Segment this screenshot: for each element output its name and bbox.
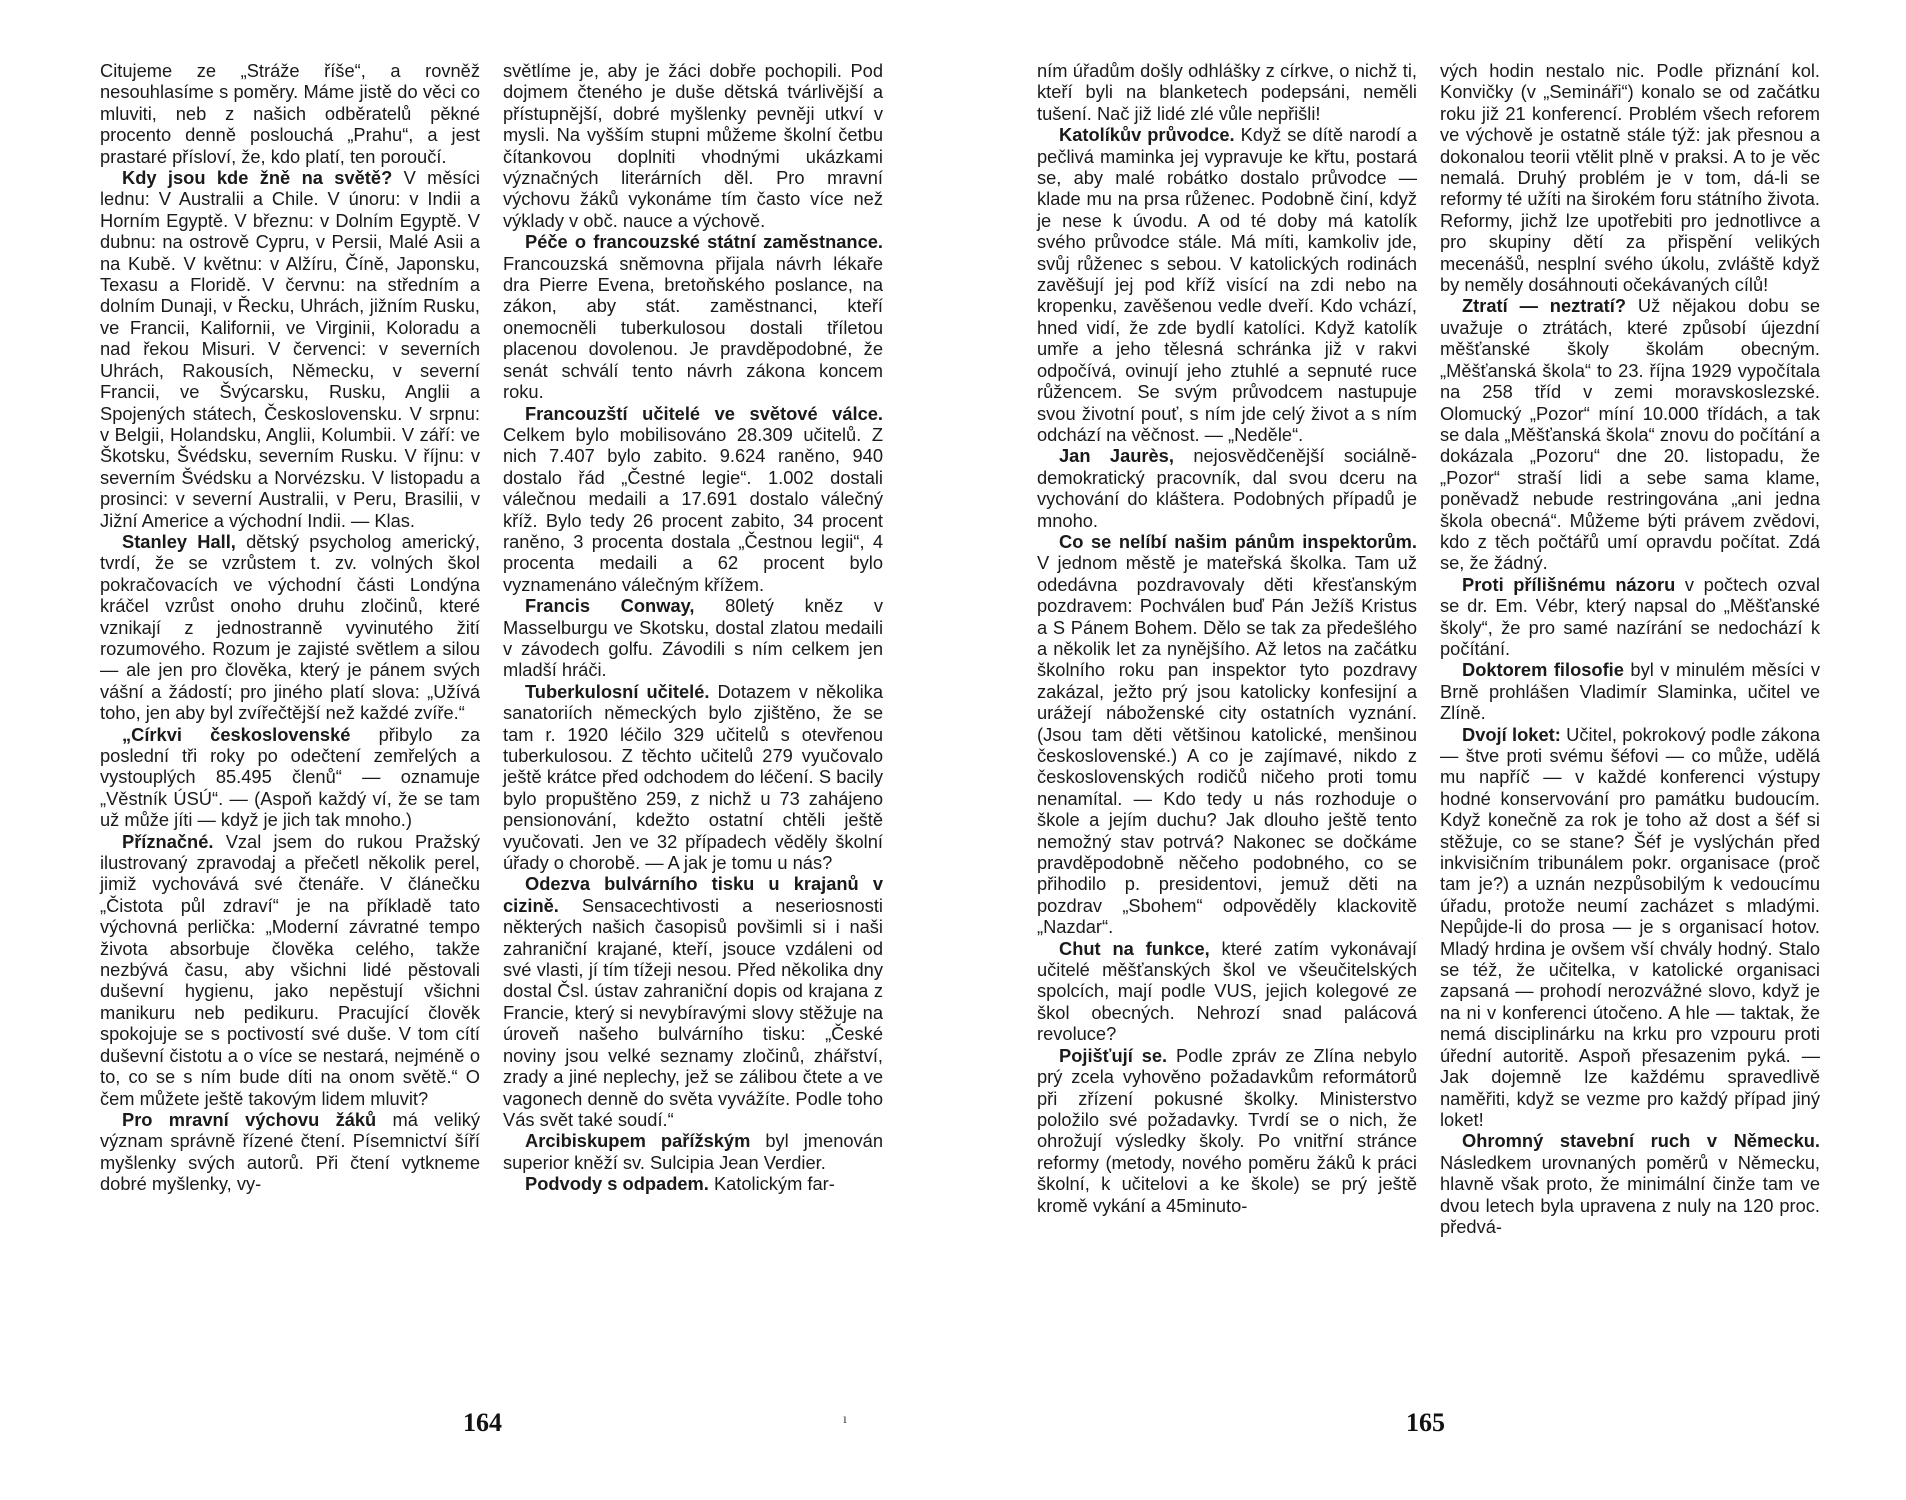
article-heading: Stanley Hall, bbox=[122, 530, 236, 552]
article-text: vých hodin nestalo nic. Podle přiznání kol. Konvičky (v „Semináři“) konalo se od začátku roku již 21 konferencí. Problém všech reforem ve výchově je ostatně stále týž: jak přesnou a dokonalou teorii vtělit plně v praksi. A to je věc nemalá. Druhý problém je v tom, dá-li se reformy té užíti na širokém foru státního života. Reformy, jichž lze upotřebiti pro jednotlivce a pro skupiny dětí za přispění velikých mecenášů, nesplní svého úkolu, zvláště když by neměly dosáhnouti očekávaných cílů! bbox=[1440, 60, 1820, 296]
article-text: Následkem urovnaných poměrů v Německu, hlavně však proto, že minimální činže tam ve dvou letech byla upravena z nuly na 120 proc. předvá- bbox=[1440, 1151, 1820, 1237]
article-paragraph bbox=[1037, 1045, 1417, 1216]
article-text: přibylo za poslední tři roky po odečtení zemřelých a vystouplých 85.495 členů“ — oznamuje „Věstník ÚSÚ“. — (Aspoň každý ví, že se tam už může jíti — když je jich tak mnoho.) bbox=[100, 723, 481, 831]
article-text: dětský psycholog americký, tvrdí, že se vzrůstem t. zv. volných škol pokračovacích ve východní části Londýna kráčel vzrůst onoho druhu zločinů, které vznikají z jednostranně vyvinutého žití rozumového. Rozum je zajisté světlem a silou — ale jen pro člověka, který je pánem svých vášní a žádostí; pro jiného platí slova: „Užívá toho, jen aby byl zvířečtější než každé zvíře.“ bbox=[100, 530, 480, 724]
article-text: Když se dítě narodí a pečlivá maminka jej vypravuje ke křtu, postará se, aby malé robátko dostalo průvodce — klade mu na prsa růženec. Podobně činí, když je nese k úvodu. A od té doby má katolík svého průvodce stále. Má míti, kamkoliv jde, svůj růženec s sebou. V katolických rodinách zavěšují jej pod kříž visící na zdi nebo na kropenku, zavěšenou vedle dveří. Kdo vchází, hned vidí, že zde bydlí katolíci. Když katolík umře a jeho tělesná schránka již v rakvi odpočívá, ovinují jeho ztuhlé a sepnuté ruce růžencem. Se svým průvodcem nastupuje svou životní pouť, s ním jde celý život a s ním odchází na věčnost. — „Neděle“. bbox=[1037, 124, 1417, 445]
article-paragraph bbox=[1440, 60, 1820, 295]
right-page-column-2 bbox=[1440, 60, 1820, 1237]
article-text: Celkem bylo mobilisováno 28.309 učitelů. Z nich 7.407 bylo zabito. 9.624 raněno, 940 dostalo řád „Čestné legie“. 1.002 dostali válečnou medaili a 17.691 dostalo válečný kříž. Bylo tedy 26 procent zabito, 34 procent raněno, 3 procenta dostala „Čestnou legii“, 4 procenta medaili a 62 procent bylo vyznamenáno válečným křížem. bbox=[503, 423, 883, 595]
article-heading: Dvojí loket: bbox=[1462, 723, 1561, 745]
article-paragraph bbox=[1440, 574, 1820, 660]
article-text: V jednom městě je mateřská školka. Tam už odedávna pozdravovaly děti křesťanským pozdravem: Pochválen buď Pán Ježíš Kristus a S Pánem Bohem. Dělo se tak za předešlého a několik let za nynějšího. Až letos na začátku školního roku pan inspektor tyto pozdravy zakázal, ježto prý jsou katolicky konfesijní a urážejí náboženské city ostatních vyznání. (Jsou tam děti většinou katolické, menšinou československé.) A co je zajímavé, nikdo z československých rodičů ničeho proti tomu nenamítal. — Kdo tedy u nás rozhoduje o škole a jejím duchu? Jak dlouho ještě tento nemožný stav potrvá? Nakonec se dočkáme pravděpodobně něčeho podobného, co se přihodilo p. presidentovi, jemuž děti na pozdrav „Sbohem“ odpověděly klackovitě „Nazdar“. bbox=[1037, 552, 1417, 938]
article-heading: Kdy jsou kde žně na světě? bbox=[122, 167, 393, 189]
page-number: 164 bbox=[463, 1408, 502, 1437]
article-text: Katolickým far- bbox=[708, 1173, 835, 1195]
article-heading: Jan Jaurès, bbox=[1059, 445, 1174, 467]
article-heading: Péče o francouzské státní zaměstnance. bbox=[525, 231, 883, 253]
article-heading: „Církvi československé bbox=[122, 723, 351, 745]
article-text: Učitel, pokrokový podle zákona — štve proti svému šéfovi — co může, udělá mu napříč — v každé konferenci výstupy hodné konservování pro památku budoucím. Když konečně za rok je toho až dost a šéf si stěžuje, co se stane? Šéf je vyslýchán před inkvisičním tribunálem pokr. organisace (proč tam je?) a uznán nezpůsobilým k vedoucímu úřadu, protože neumí zacházet s mladými. Nepůjde-li do prosa — je s organisací hotov. Mladý hrdina je ovšem vší chvály hodný. Stalo se též, že učitelka, v katolické organisaci zapsaná — prohodí nerozvážné slovo, když je na ni v konferenci útočeno. A hle — taktak, že nemá disciplinárku na krku pro vzpouru proti úřední autoritě. Aspoň přesazenim pyká. — Jak dojemně lze každému spravedlivě naměřiti, když se vezme pro každý případ jiný loket! bbox=[1440, 723, 1821, 1130]
article-text: má veliký význam správně řízené čtení. Písemnictví šíří myšlenky svých autorů. Při čtení vytkneme dobré myšlenky, vy- bbox=[100, 1108, 480, 1195]
article-heading: Pro mravní výchovu žáků bbox=[122, 1108, 377, 1130]
article-paragraph bbox=[1037, 60, 1417, 124]
article-paragraph bbox=[100, 1109, 480, 1195]
article-paragraph bbox=[1440, 1130, 1820, 1237]
article-paragraph bbox=[1037, 445, 1417, 531]
article-paragraph bbox=[100, 60, 480, 167]
article-text: které zatím vykonávají učitelé měšťanských škol ve všeučitelských spolcích, mají podle VUS, jejich kolegové ze škol obecných. Nehrozí snad palácová revoluce? bbox=[1037, 937, 1417, 1045]
right-page-column-1 bbox=[1037, 60, 1417, 1216]
gutter-mark: ı bbox=[843, 1412, 847, 1427]
article-heading: Chut na funkce, bbox=[1059, 937, 1210, 959]
article-heading: Odezva bulvárního tisku u krajanů v cizině. bbox=[503, 873, 883, 916]
article-text: Podle zpráv ze Zlína nebylo prý zcela vyhověno požadavkům reformátorů při zřízení pokusné školky. Ministerstvo položilo své požadavky. Tvrdí se o nich, že ohrožují výsledky školy. Po vnitřní stránce reformy (metody, nového poměru žáků k práci školní, k učitelovi a ke škole) se prý ještě kromě vykání a 45minuto- bbox=[1037, 1044, 1417, 1216]
article-text: Francouzská sněmovna přijala návrh lékaře dra Pierre Evena, bretoňského poslance, na zákon, aby stát. zaměstnanci, kteří onemocněli tuberkulosou dostali tříletou placenou dovolenou. Je pravděpodobné, že senát schválí tento návrh zákona koncem roku. bbox=[503, 252, 883, 403]
article-paragraph bbox=[503, 595, 883, 681]
article-paragraph bbox=[1037, 531, 1417, 938]
article-paragraph bbox=[503, 231, 883, 402]
article-paragraph bbox=[1440, 659, 1820, 723]
left-page-column-2 bbox=[503, 60, 883, 1195]
article-heading: Pojišťují se. bbox=[1059, 1044, 1168, 1066]
article-heading: Tuberkulosní učitelé. bbox=[525, 680, 710, 702]
article-text: V měsíci lednu: V Australii a Chile. V únoru: v Indii a Horním Egyptě. V březnu: v Dolním Egyptě. V dubnu: na ostrově Cypru, v Persii, Malé Asii a na Kubě. V květnu: v Alžíru, Číně, Japonsku, Texasu a Floridě. V červnu: na středním a dolním Dunaji, v Řecku, Uhrách, jižním Rusku, ve Francii, Kalifornii, ve Virginii, Koloradu a nad řekou Misuri. V červenci: v severních Uhrách, Rakousích, Německu, v severní Francii, ve Švýcarsku, Rusku, Anglii a Spojených státech, Československu. V srpnu: v Belgii, Holandsku, Anglii, Kolumbii. V září: ve Škotsku, Švédsku, severním Rusku. V říjnu: v severním Švédsku a Norvézsku. V listopadu a prosinci: v severní Australii, v Peru, Brasilii, v Jižní Americe a východní Indii. — Klas. bbox=[100, 167, 480, 531]
article-paragraph bbox=[100, 167, 480, 531]
article-text: 80letý kněz v Masselburgu ve Skotsku, dostal zlatou medaili v závodech golfu. Závodili s ním celkem jen mladší hráči. bbox=[503, 595, 883, 681]
left-page-column-1 bbox=[100, 60, 480, 1195]
article-paragraph bbox=[1037, 938, 1417, 1045]
article-paragraph bbox=[100, 831, 480, 1109]
article-paragraph bbox=[100, 531, 480, 724]
article-text: v počtech ozval se dr. Em. Vébr, který napsal do „Měšťanské školy“, že pro samé nazírání se nedochází k počítání. bbox=[1440, 573, 1820, 659]
article-heading: Co se nelíbí našim pánům inspektorům. bbox=[1059, 530, 1417, 552]
article-text: Citujeme ze „Stráže říše“, a rovněž nesouhlasíme s poměry. Máme jistě do věci co mluviti, neb z našich odběratelů pěkné procento denně poslouchá „Prahu“, a jest prastaré přísloví, že, kdo platí, ten poroučí. bbox=[100, 60, 480, 167]
article-paragraph bbox=[1440, 724, 1820, 1131]
article-text: Vzal jsem do rukou Pražský ilustrovaný zpravodaj a přečetl několik perel, jimiž vychovává své čtenáře. V článečku „Čistota půl zdraví“ je na příkladě tato výchovná perlička: „Moderní závratné tempo života absorbuje člověka celého, takže nezbývá času, aby všichni lidé pěstovali duševní hygienu, jako nepěstují všichni manikuru neb pedikuru. Pracující člověk spokojuje se s poctivostí své duše. V tom cítí duševní čistotu a o více se nestará, nejméně o to, co se s ním bude díti na onom světě.“ O čem můžete ještě takovým lidem mluvit? bbox=[100, 830, 480, 1109]
article-paragraph bbox=[503, 1173, 883, 1194]
article-heading: Francouzští učitelé ve světové válce. bbox=[525, 402, 883, 424]
article-text: byl jmenován superior kněží sv. Sulcipia Jean Verdier. bbox=[503, 1130, 884, 1173]
article-heading: Doktorem filosofie bbox=[1462, 659, 1624, 681]
article-heading: Katolíkův průvodce. bbox=[1059, 124, 1235, 146]
article-paragraph bbox=[503, 681, 883, 874]
article-text: světlíme je, aby je žáci dobře pochopili. Pod dojmem čteného je duše dětská tvárlivější a přístupnější, dobré myšlenky pevněji utkví v mysli. Na vyšším stupni můžeme školní četbu čítankovou doplniti vhodnými ukázkami význačných literárních děl. Pro mravní výchovu žáků vykonáme tím často více než výklady v obč. nauce a výchově. bbox=[503, 60, 883, 231]
article-heading: Francis Conway, bbox=[525, 595, 695, 617]
article-paragraph bbox=[1440, 295, 1820, 573]
page-number: 165 bbox=[1406, 1408, 1445, 1437]
article-paragraph bbox=[100, 724, 480, 831]
article-text: ním úřadům došly odhlášky z církve, o nichž ti, kteří byli na blanketech podepsáni, neměli tušení. Nač již lidé zlé vůle nepřišli! bbox=[1037, 60, 1417, 124]
right-page bbox=[953, 0, 1906, 1500]
article-heading: Proti přílišnému názoru bbox=[1462, 573, 1676, 595]
article-paragraph bbox=[1037, 124, 1417, 445]
article-heading: Ztratí — neztratí? bbox=[1462, 295, 1626, 317]
article-paragraph bbox=[503, 403, 883, 596]
article-paragraph bbox=[503, 60, 883, 231]
article-paragraph bbox=[503, 873, 883, 1130]
article-text: Sensacechtivosti a neseriosnosti některých našich časopisů povšimli si i naši zahraniční krajané, kteří, jsouce vzdáleni od své vlasti, jí tím tížeji nesou. Před několika dny dostal Čsl. ústav zahraniční dopis od krajana z Francie, který si nevybíravými slovy stěžuje na úroveň našeho bulvárního tisku: „České noviny jsou velké seznamy zločinů, zhářství, zrady a jiné neplechy, jež se zálibou čtete a ve vagonech denně do světa vyvážíte. Podle toho Vás svět také soudí.“ bbox=[503, 894, 883, 1130]
article-paragraph bbox=[503, 1130, 883, 1173]
article-text: Dotazem v několika sanatoriích německých bylo zjištěno, že se tam r. 1920 léčilo 329 učitelů s otevřenou tuberkulosou. Z těchto učitelů 279 vyučovalo ještě krátce před odchodem do léčení. S bacily bylo propuštěno 259, z nichž u 73 zahájeno pensionování, kdežto ostatní chtěli ještě vyučovati. Jen ve 32 případech věděly školní úřady o chorobě. — A jak je tomu u nás? bbox=[503, 680, 883, 874]
article-heading: Arcibiskupem pařížským bbox=[525, 1130, 751, 1152]
article-text: byl v minulém měsíci v Brně prohlášen Vladimír Slaminka, učitel ve Zlíně. bbox=[1440, 659, 1820, 724]
article-text: nejosvědčenější sociálně-demokratický pracovník, dal svou dceru na vychování do kláštera. Podobných případů je mnoho. bbox=[1037, 445, 1418, 531]
article-heading: Podvody s odpadem. bbox=[525, 1173, 709, 1195]
article-text: Už nějakou dobu se uvažuje o ztrátách, které způsobí újezdní měšťanské školy školám obecným. „Měšťanská škola“ to 23. října 1929 vypočítala na 258 tříd v zemi moravskoslezské. Olomucký „Pozor“ míní 10.000 třídách, a tak se dala „Měšťanská škola“ znovu do počítání a dokázala „Pozoru“ dne 20. listopadu, že „Pozor“ straší lidi a sebe sama klame, poněvadž nebude restringována „ani jedna škola obecná“. Můžeme býti právem zvědovi, kdo z těch počtářů umí opravdu počítat. Zdá se, že žádný. bbox=[1440, 295, 1820, 574]
article-heading: Příznačné. bbox=[122, 830, 214, 852]
article-heading: Ohromný stavební ruch v Německu. bbox=[1462, 1130, 1820, 1152]
